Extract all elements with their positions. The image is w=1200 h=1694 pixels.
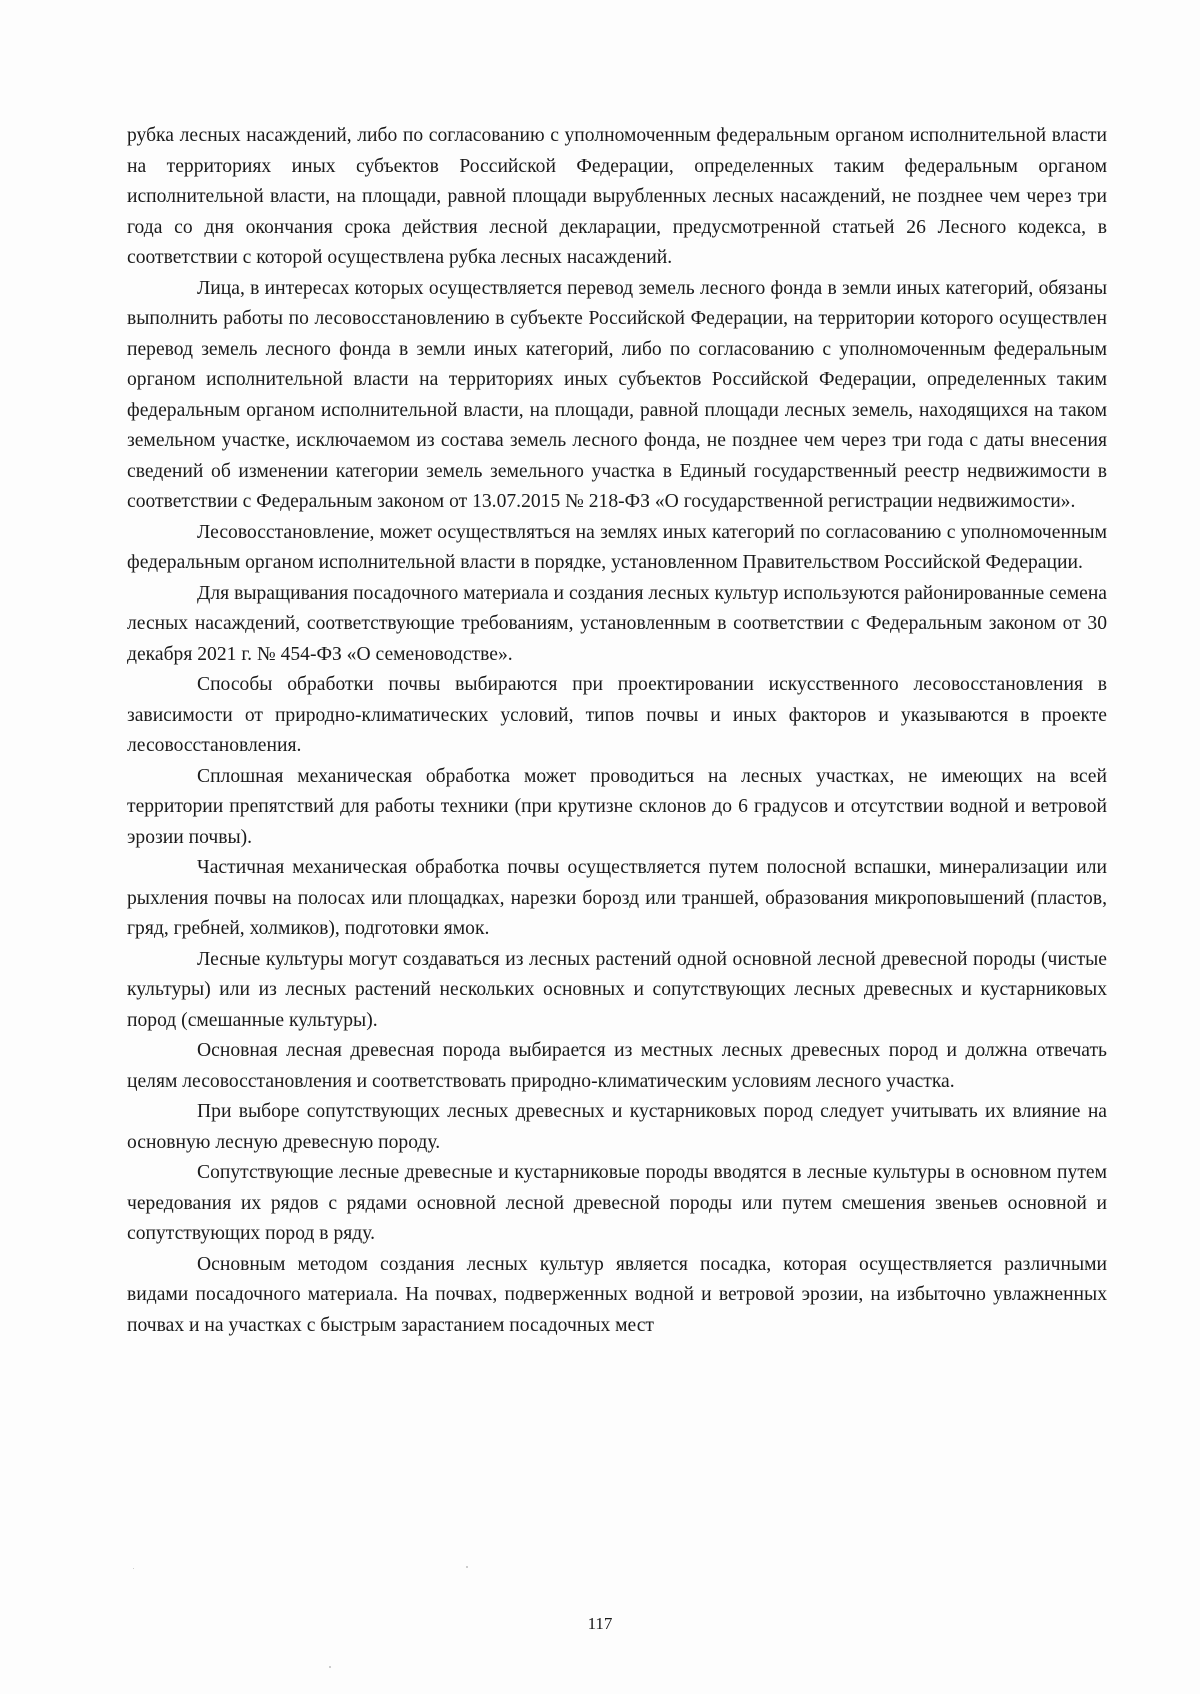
document-body bbox=[127, 121, 1107, 1341]
scan-speck bbox=[133, 1568, 134, 1569]
paragraph-5: Способы обработки почвы выбираются при проектировании искусственного лесовосстановления в зависимости от природно-климатических условий, типов почвы и иных факторов и указываются в проекте лесовосстановления. bbox=[127, 674, 1107, 756]
paragraph-8: Лесные культуры могут создаваться из лесных растений одной основной лесной древесной породы (чистые культуры) или из лесных растений нескольких основных и сопутствующих лесных древесных и кустарниковых пород (смешанные культуры). bbox=[127, 948, 1107, 1031]
paragraph-3: Лесовосстановление, может осуществляться на землях иных категорий по согласованию с уполномоченным федеральным органом исполнительной власти в порядке, установленном Правительством Российской Федерации. bbox=[127, 521, 1107, 573]
page-number: 117 bbox=[587, 1614, 613, 1633]
paragraph-12: Основным методом создания лесных культур является посадка, которая осуществляется различными видами посадочного материала. На почвах, подверженных водной и ветровой эрозии, на избыточно увлажненных почвах и на участках с быстрым зарастанием посадочных мест bbox=[127, 1253, 1107, 1336]
scan-speck bbox=[466, 1566, 468, 1568]
paragraph-10: При выборе сопутствующих лесных древесных и кустарниковых пород следует учитывать их влияние на основную лесную древесную породу. bbox=[127, 1101, 1107, 1153]
scan-speck bbox=[329, 1666, 331, 1668]
paragraph-1: рубка лесных насаждений, либо по согласованию с уполномоченным федеральным органом исполнительной власти на территориях иных субъектов Российской Федерации, определенных таким федеральным органом исполнительной власти, на площади, равной площади вырубленных лесных насаждений, не позднее чем через три года со дня окончания срока действия лесной декларации, предусмотренной статьей 26 Лесного кодекса, в соответствии с которой осуществлена рубка лесных насаждений. bbox=[127, 125, 1107, 268]
paragraph-11: Сопутствующие лесные древесные и кустарниковые породы вводятся в лесные культуры в основном путем чередования их рядов с рядами основной лесной древесной породы или путем смешения звеньев основной и сопутствующих пород в ряду. bbox=[127, 1162, 1107, 1244]
paragraph-2: Лица, в интересах которых осуществляется перевод земель лесного фонда в земли иных категорий, обязаны выполнить работы по лесовосстановлению в субъекте Российской Федерации, на территории которого осуществлен перевод земель лесного фонда в земли иных категорий, либо по согласованию с уполномоченным федеральным органом исполнительной власти на территориях иных субъектов Российской Федерации, определенных таким федеральным органом исполнительной власти, на площади, равной площади лесных земель, находящихся на таком земельном участке, исключаемом из состава земель лесного фонда, не позднее чем через три года с даты внесения сведений об изменении категории земель земельного участка в Единый государственный реестр недвижимости в соответствии с Федеральным законом от 13.07.2015 № 218-ФЗ «О государственной регистрации недвижимости». bbox=[127, 277, 1107, 512]
paragraph-6: Сплошная механическая обработка может проводиться на лесных участках, не имеющих на всей территории препятствий для работы техники (при крутизне склонов до 6 градусов и отсутствии водной и ветровой эрозии почвы). bbox=[127, 765, 1107, 848]
paragraph-7: Частичная механическая обработка почвы осуществляется путем полосной вспашки, минерализации или рыхления почвы на полосах или площадках, нарезки борозд или траншей, образования микроповышений (пластов, гряд, гребней, холмиков), подготовки ямок. bbox=[127, 857, 1107, 939]
paragraph-4: Для выращивания посадочного материала и создания лесных культур используются районированные семена лесных насаждений, соответствующие требованиям, установленным в соответствии с Федеральным законом от 30 декабря 2021 г. № 454-ФЗ «О семеноводстве». bbox=[127, 582, 1107, 665]
paragraph-9: Основная лесная древесная порода выбирается из местных лесных древесных пород и должна отвечать целям лесовосстановления и соответствовать природно-климатическим условиям лесного участка. bbox=[127, 1040, 1107, 1092]
